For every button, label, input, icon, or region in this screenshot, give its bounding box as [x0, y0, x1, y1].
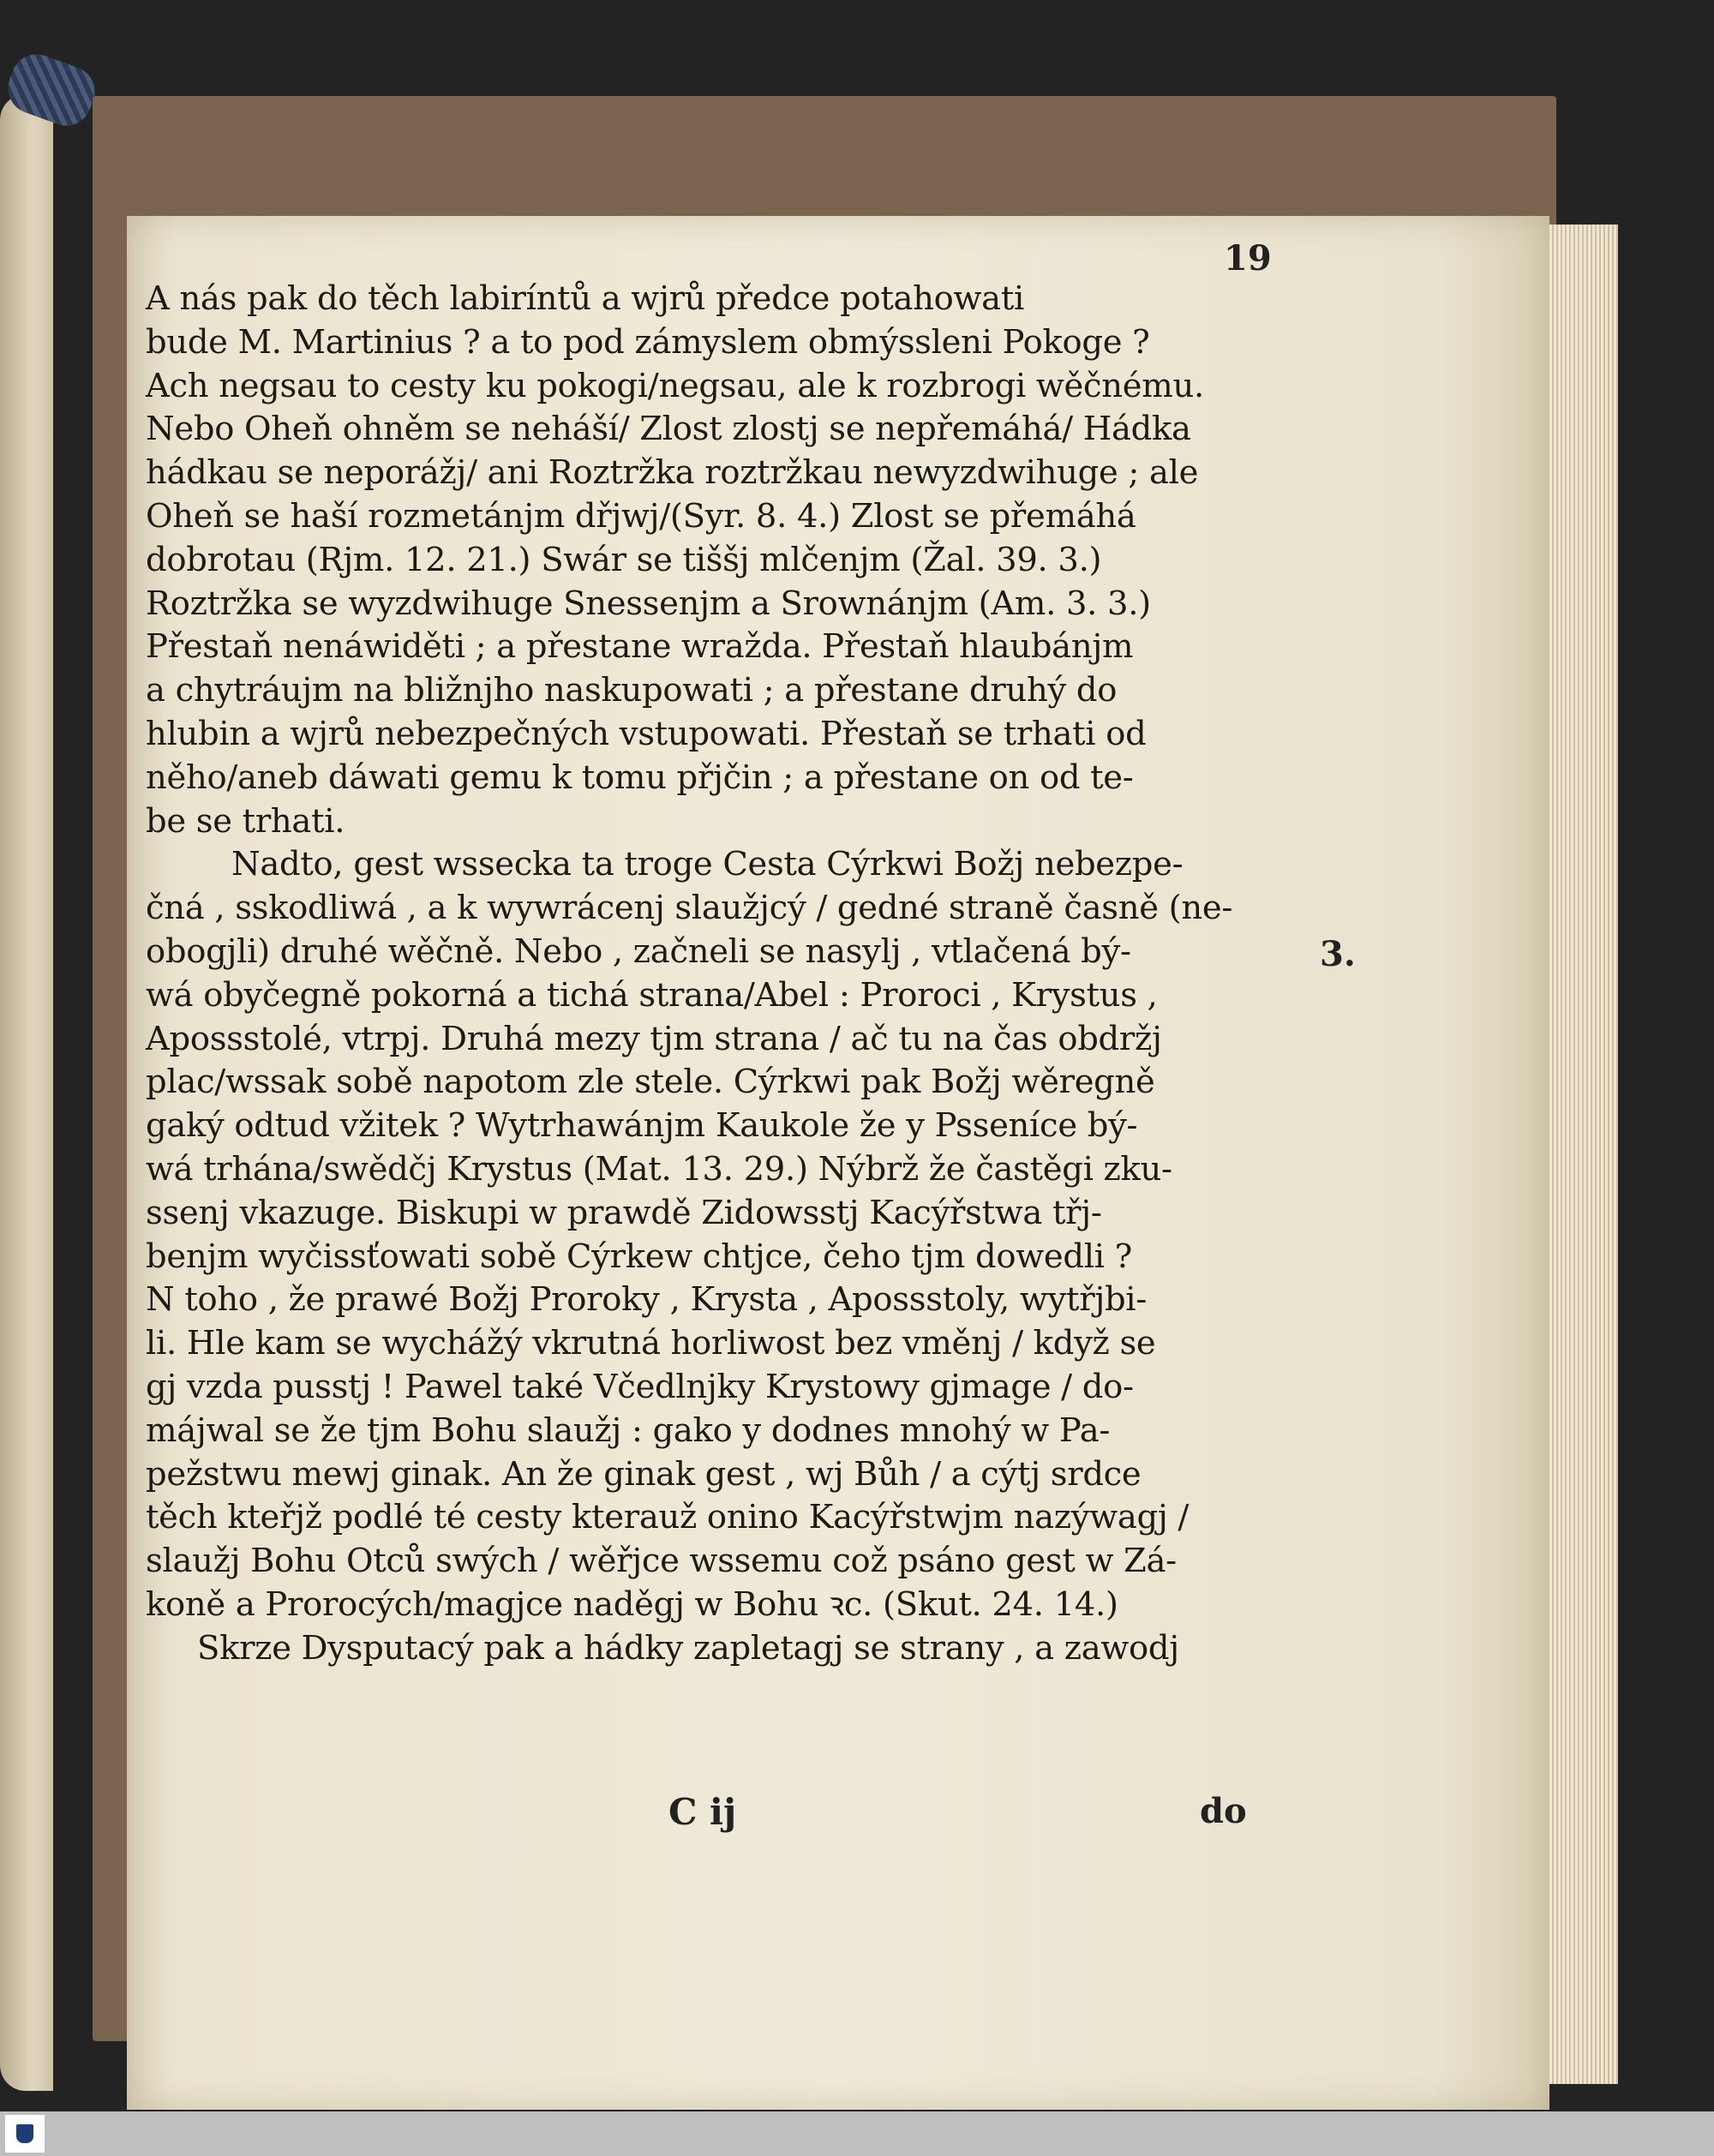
text-line: hádkau se neporážj/ ani Roztržka roztržkau newyzdwihuge ; ale: [146, 453, 1199, 493]
page-number: 19: [1224, 238, 1272, 278]
footer-bar: [0, 2111, 1714, 2156]
text-line: pežstwu mewj ginak. An že ginak gest , wj Bůh / a cýtj srdce: [146, 1454, 1142, 1494]
text-line: koně a Prorocých/magjce naděgj w Bohu ꝛc. (Skut. 24. 14.): [146, 1584, 1118, 1624]
text-line: čná , sskodliwá , a k wywrácenj slaužjcý / gedné straně časně (ne-: [146, 889, 1233, 928]
text-line: ssenj vkazuge. Biskupi w prawdě Zidowsstj Kacýřstwa třj-: [146, 1193, 1102, 1232]
text-line: gaký odtud vžitek ? Wytrhawánjm Kaukole že y Psseníce bý-: [146, 1106, 1138, 1146]
text-line: Nebo Oheň ohněm se neháší/ Zlost zlostj se nepřemáhá/ Hádka: [146, 410, 1191, 449]
text-line: wá trhána/swědčj Krystus (Mat. 13. 29.) Nýbrž že častěgi zku-: [146, 1149, 1172, 1189]
text-line: slaužj Bohu Otců swých / wěřjce wssemu což psáno gest w Zá-: [146, 1542, 1177, 1581]
text-line: be se trhati.: [146, 801, 345, 841]
text-line: Oheň se haší rozmetánjm dřjwj/(Syr. 8. 4.) Zlost se přemáhá: [146, 496, 1136, 536]
text-line: dobrotau (Rjm. 12. 21.) Swár se tiššj mlčenjm (Žal. 39. 3.): [146, 540, 1102, 579]
text-line: obogjli) druhé wěčně. Nebo , začneli se nasylj , vtlačená bý-: [146, 931, 1131, 971]
text-line: benjm wyčissťowati sobě Cýrkew chtjce, čeho tjm dowedli ?: [146, 1237, 1133, 1276]
text-line: bude M. Martinius ? a to pod zámyslem obmýssleni Pokoge ?: [146, 322, 1150, 362]
text-line: těch kteřjž podlé té cesty kterauž onino Kacýřstwjm nazýwagj /: [146, 1498, 1190, 1537]
text-line: Nadto, gest wssecka ta troge Cesta Cýrkwi Božj nebezpe-: [231, 845, 1184, 884]
text-line: a chytráujm na bližnjho naskupowati ; a přestane druhý do: [146, 671, 1118, 710]
text-line: Skrze Dysputacý pak a hádky zapletagj se strany , a zawodj: [197, 1628, 1179, 1668]
text-line: hlubin a wjrů nebezpečných vstupowati. Přestaň se trhati od: [146, 714, 1147, 753]
text-line: li. Hle kam se wychážý vkrutná horliwost bez vměnj / když se: [146, 1324, 1156, 1363]
margin-note: 3.: [1320, 934, 1356, 974]
text-line: wá obyčegně pokorná a tichá strana/Abel : Proroci , Krystus ,: [146, 975, 1158, 1015]
library-logo-icon: [5, 2115, 45, 2153]
text-line: Ach negsau to cesty ku pokogi/negsau, ale k rozbrogi wěčnému.: [146, 366, 1204, 405]
text-line: Přestaň nenáwiděti ; a přestane wražda. Přestaň hlaubánjm: [146, 627, 1134, 667]
catchword: do: [1200, 1791, 1247, 1831]
text-line: N toho , že prawé Božj Proroky , Krysta , Apossstoly, wytřjbi-: [146, 1280, 1148, 1320]
text-line: něho/aneb dáwati gemu k tomu přjčin ; a přestane on od te-: [146, 758, 1134, 797]
text-line: A nás pak do těch labiríntů a wjrů předce potahowati: [146, 279, 1025, 318]
left-page-edge: [0, 94, 53, 2091]
text-line: májwal se že tjm Bohu slaužj : gako y dodnes mnohý w Pa-: [146, 1410, 1111, 1450]
text-line: Roztržka se wyzdwihuge Snessenjm a Srownánjm (Am. 3. 3.): [146, 584, 1151, 623]
text-line: gj vzda pusstj ! Pawel také Včedlnjky Krystowy gjmage / do-: [146, 1367, 1134, 1406]
page-edges: [1541, 225, 1618, 2084]
signature-mark: C ij: [668, 1791, 737, 1833]
body-text: [146, 278, 1260, 1671]
text-line: plac/wssak sobě napotom zle stele. Cýrkwi pak Božj wěregně: [146, 1063, 1155, 1102]
text-line: Apossstolé, vtrpj. Druhá mezy tjm strana / ač tu na čas obdržj: [146, 1019, 1162, 1058]
